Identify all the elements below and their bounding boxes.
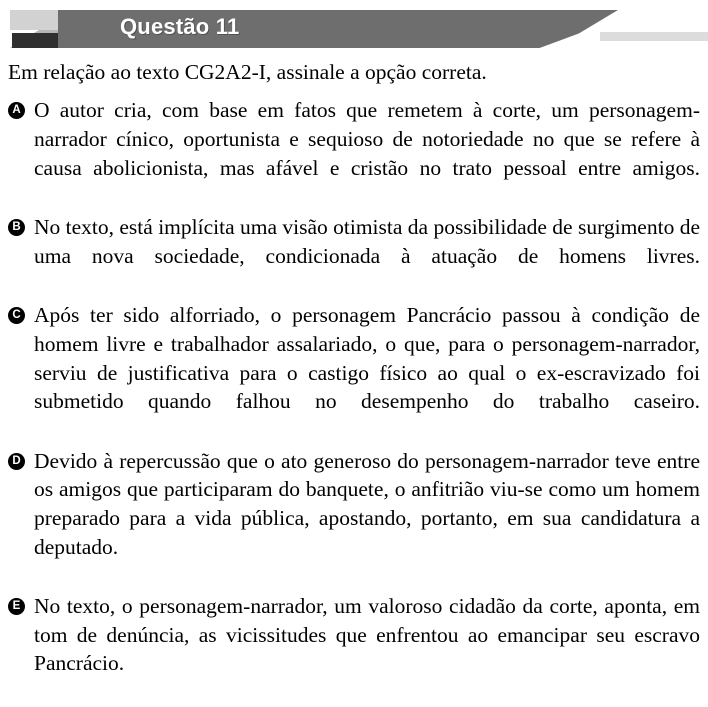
option-text-b: No texto, está implícita uma visão otimista da possibilidade de surgimento de uma nova sociedade, condicionada à atuação de homens livres. <box>34 215 700 268</box>
header-tail <box>600 32 708 41</box>
option-a[interactable] <box>8 96 700 211</box>
option-text-c: Após ter sido alforriado, o personagem Pancrácio passou à condição de homem livre e trabalhador assalariado, o que, para o personagem-narrador, serviu de justificativa para o castigo físico ao qual o ex-escravizado foi submetido quando falhou no desempenho do trabalho caseiro. <box>34 303 700 414</box>
option-c[interactable] <box>8 301 700 444</box>
question-title: Questão 11 <box>120 14 240 39</box>
option-d[interactable] <box>8 447 700 590</box>
option-b[interactable] <box>8 213 700 299</box>
option-marker-d[interactable]: D <box>8 453 25 470</box>
option-marker-b[interactable]: B <box>8 219 25 236</box>
option-marker-a[interactable]: A <box>8 102 25 119</box>
option-e[interactable] <box>8 592 700 707</box>
option-marker-c[interactable]: C <box>8 307 25 324</box>
option-text-d: Devido à repercussão que o ato generoso do personagem-narrador teve entre os amigos que participaram do banquete, o anfitrião viu-se como um homem preparado para a vida pública, apostando, portanto, em sua candidatura a deputado. <box>34 448 700 559</box>
option-marker-e[interactable]: E <box>8 598 25 615</box>
question-stem: Em relação ao texto CG2A2-I, assinale a opção correta. <box>8 60 487 84</box>
options-list <box>8 96 700 706</box>
option-text-a: O autor cria, com base em fatos que remetem à corte, um personagem-narrador cínico, oportunista e sequioso de notoriedade no que se refere à causa abolicionista, mas afável e cristão no trato pessoal entre amigos. <box>34 98 700 180</box>
option-text-e: No texto, o personagem-narrador, um valoroso cidadão da corte, aponta, em tom de denúncia, as vicissitudes que enfrentou ao emancipar seu escravo Pancrácio. <box>34 594 700 676</box>
question-header <box>0 0 708 52</box>
